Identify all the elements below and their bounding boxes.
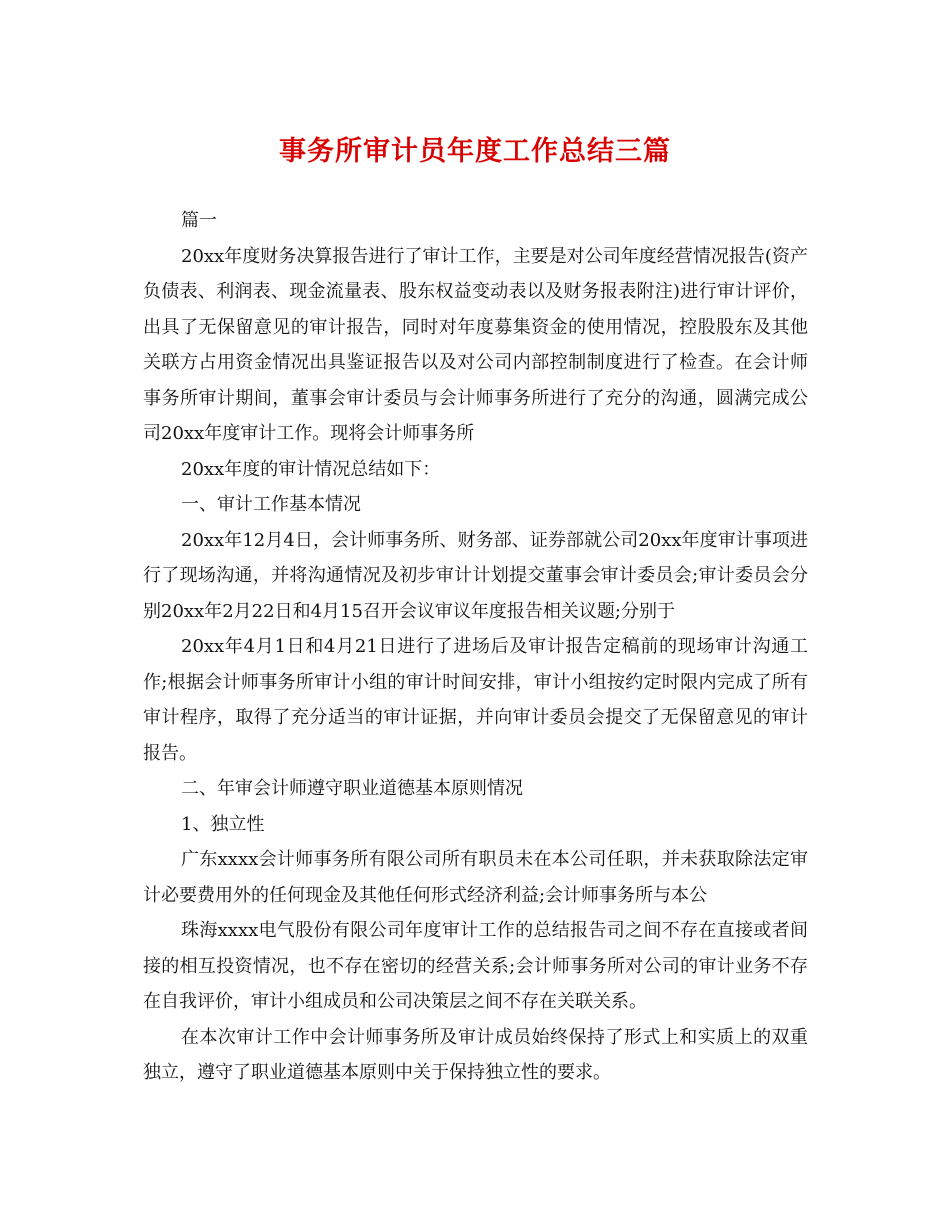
- section-heading-basic-situation: 一、审计工作基本情况: [181, 494, 361, 515]
- document-body: [143, 203, 808, 1091]
- paragraph-independence-conclusion: 在本次审计工作中会计师事务所及审计成员始终保持了形式上和实质上的双重独立，遵守了职业道德基本原则中关于保持独立性的要求。: [143, 1026, 808, 1083]
- paragraph-independence-staff: 广东xxxx会计师事务所有限公司所有职员未在本公司任职，并未获取除法定审计必要费用外的任何现金及其他任何形式经济利益;会计师事务所与本公: [143, 849, 808, 906]
- section-heading-ethics: 二、年审会计师遵守职业道德基本原则情况: [181, 778, 523, 799]
- section-heading-part-one: 篇一: [181, 210, 217, 231]
- document-title: 事务所审计员年度工作总结三篇: [279, 136, 671, 167]
- paragraph-summary-intro: 20xx年度的审计情况总结如下：: [181, 458, 441, 480]
- paragraph-independence-relations: 珠海xxxx电气股份有限公司年度审计工作的总结报告司之间不存在直接或者间接的相互投资情况，也不存在密切的经营关系;会计师事务所对公司的审计业务不存在自我评价，审计小组成员和公司决策层之间不存在关联关系。: [143, 920, 808, 1012]
- paragraph-audit-overview: 20xx年度财务决算报告进行了审计工作，主要是对公司年度经营情况报告(资产负债表、利润表、现金流量表、股东权益变动表以及财务报表附注)进行审计评价，出具了无保留意见的审计报告，同时对年度募集资金的使用情况，控股股东及其他关联方占用资金情况出具鉴证报告以及对公司内部控制制度进行了检查。在会计师事务所审计期间，董事会审计委员与会计师事务所进行了充分的沟通，圆满完成公司20xx年度审计工作。现将会计师事务所: [143, 245, 808, 444]
- paragraph-audit-procedures: 20xx年4月1日和4月21日进行了进场后及审计报告定稿前的现场审计沟通工作;根据会计师事务所审计小组的审计时间安排，审计小组按约定时限内完成了所有审计程序，取得了充分适当的审计证据，并向审计委员会提交了无保留意见的审计报告。: [143, 636, 808, 764]
- paragraph-audit-schedule: 20xx年12月4日，会计师事务所、财务部、证券部就公司20xx年度审计事项进行了现场沟通，并将沟通情况及初步审计计划提交董事会审计委员会;审计委员会分别20xx年2月22日和4月15召开会议审议年度报告相关议题;分别于: [143, 529, 808, 622]
- subheading-independence: 1、独立性: [181, 813, 265, 835]
